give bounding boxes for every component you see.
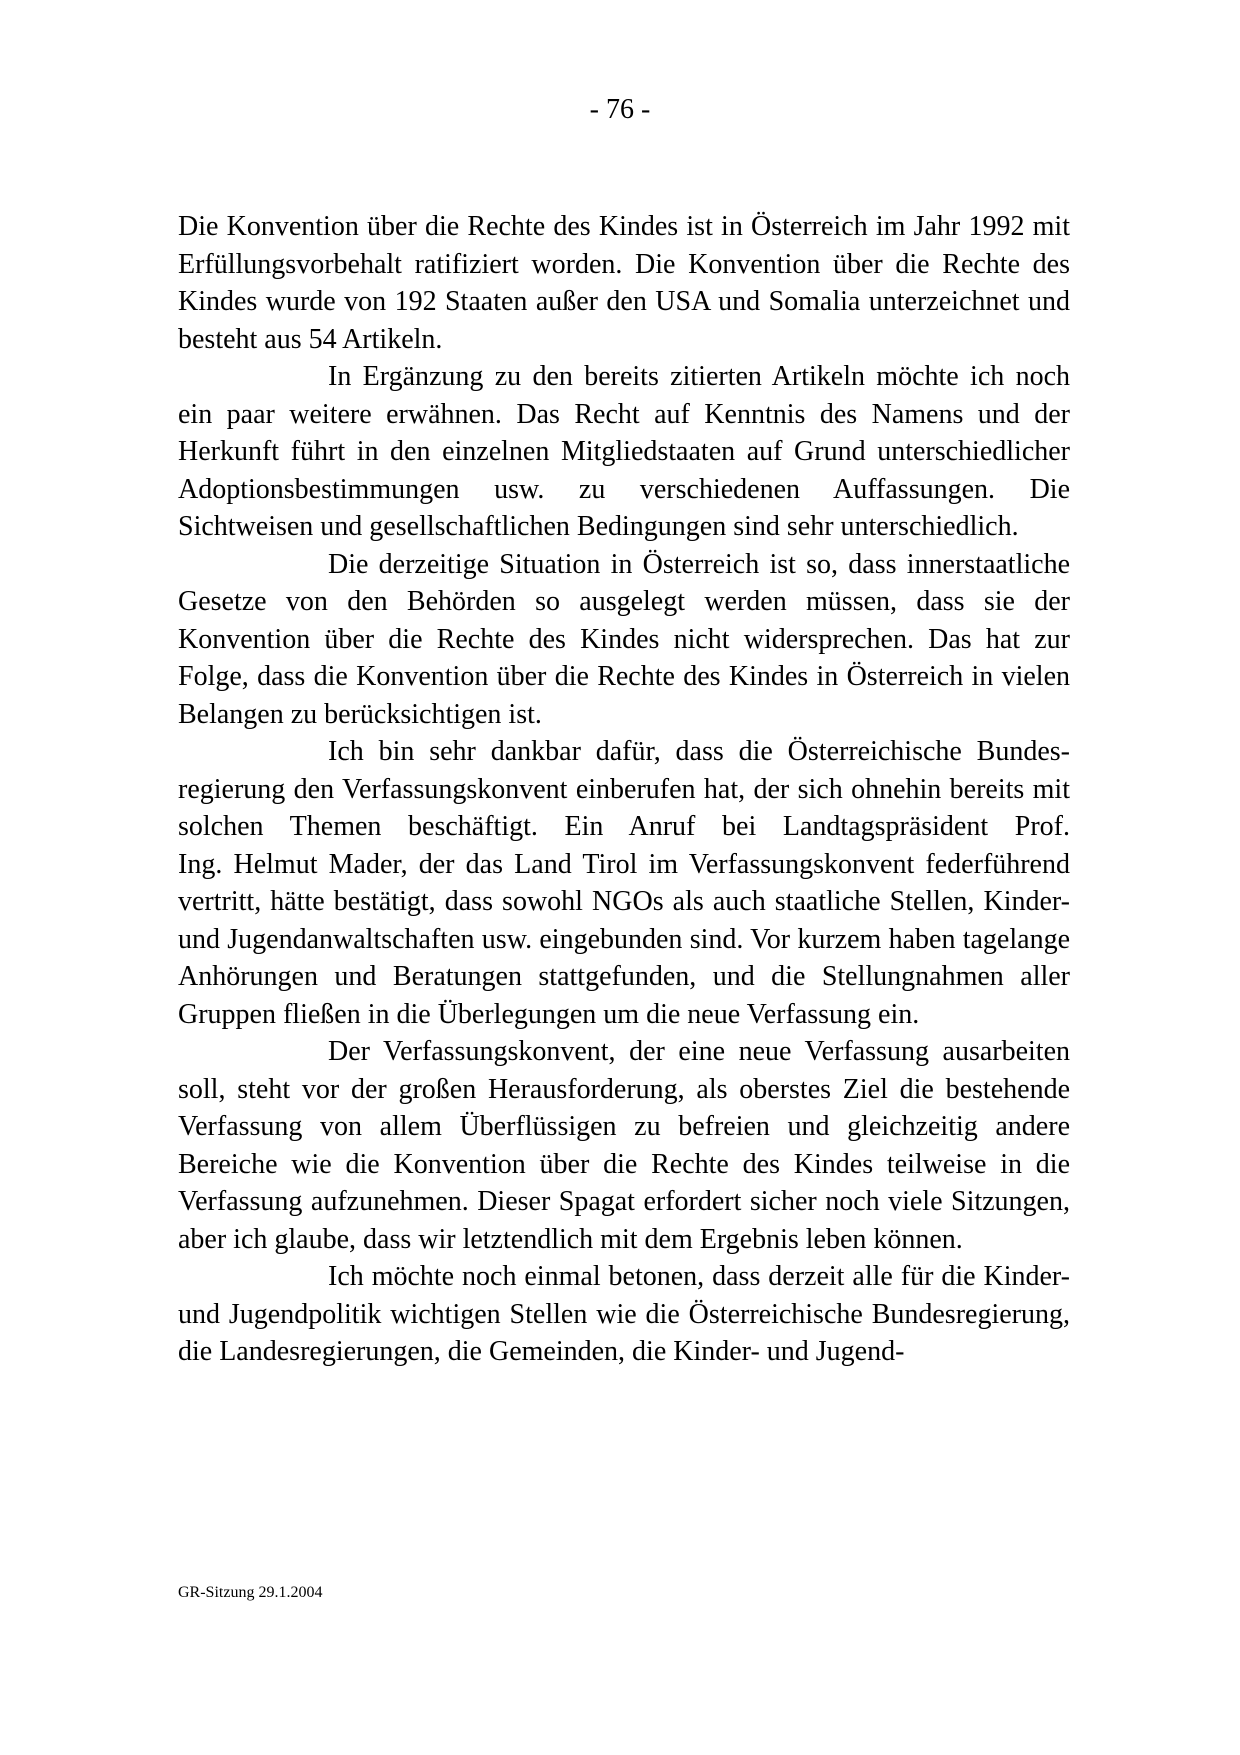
paragraph-4: Ich bin sehr dankbar dafür, dass die Österreichische Bundesregierung den Verfassungskonvent einberufen hat, der sich ohnehin bereits mit solchen Themen beschäftigt. Ein Anruf bei Landtagspräsident Prof. Ing. Helmut Mader, der das Land Tirol im Verfassungskonvent federführend vertritt, hätte bestätigt, dass sowohl NGOs als auch staatliche Stellen, Kinder- und Jugendanwaltschaften usw. eingebunden sind. Vor kurzem haben tagelange Anhörungen und Beratungen stattgefunden, und die Stellungnahmen aller Gruppen fließen in die Überlegungen um die neue Verfassung ein. xyxy=(178,736,1070,1030)
paragraph-5: Der Verfassungskonvent, der eine neue Verfassung ausarbeiten soll, steht vor der großen Herausforderung, als oberstes Ziel die bestehende Verfassung von allem Überflüssigen zu befreien und gleichzeitig andere Bereiche wie die Konvention über die Rechte des Kindes teilweise in die Verfassung aufzunehmen. Dieser Spagat erfordert sicher noch viele Sitzungen, aber ich glaube, dass wir letztendlich mit dem Ergebnis leben können. xyxy=(178,1036,1070,1255)
paragraph-3: Die derzeitige Situation in Österreich ist so, dass innerstaatliche Gesetze von den Behörden so ausgelegt werden müssen, dass sie der Konvention über die Rechte des Kindes nicht widersprechen. Das hat zur Folge, dass die Konvention über die Rechte des Kindes in Österreich in vielen Belangen zu berücksichtigen ist. xyxy=(178,548,1070,730)
paragraph-1: Die Konvention über die Rechte des Kindes ist in Österreich im Jahr 1992 mit Erfüllungsvorbehalt ratifiziert worden. Die Konvention über die Rechte des Kindes wurde von 192 Staaten außer den USA und Somalia unterzeichnet und besteht aus 54 Artikeln. xyxy=(178,211,1070,355)
paragraph-6: Ich möchte noch einmal betonen, dass derzeit alle für die Kinder- und Jugendpolitik wichtigen Stellen wie die Österreichische Bundesregierung, die Landesregierungen, die Gemeinden, die Kinder- und Jugend- xyxy=(178,1261,1070,1367)
body-text xyxy=(178,208,1070,1371)
page-number: - 76 - xyxy=(589,94,651,125)
paragraph-2: In Ergänzung zu den bereits zitierten Artikeln möchte ich noch ein paar weitere erwähnen. Das Recht auf Kenntnis des Namens und der Herkunft führt in den einzelnen Mitgliedstaaten auf Grund unterschiedlicher Adoptionsbestimmungen usw. zu verschiedenen Auffassungen. Die Sichtweisen und gesellschaftlichen Bedingungen sind sehr unterschiedlich. xyxy=(178,361,1070,542)
footer-session-date: GR-Sitzung 29.1.2004 xyxy=(178,1584,323,1601)
